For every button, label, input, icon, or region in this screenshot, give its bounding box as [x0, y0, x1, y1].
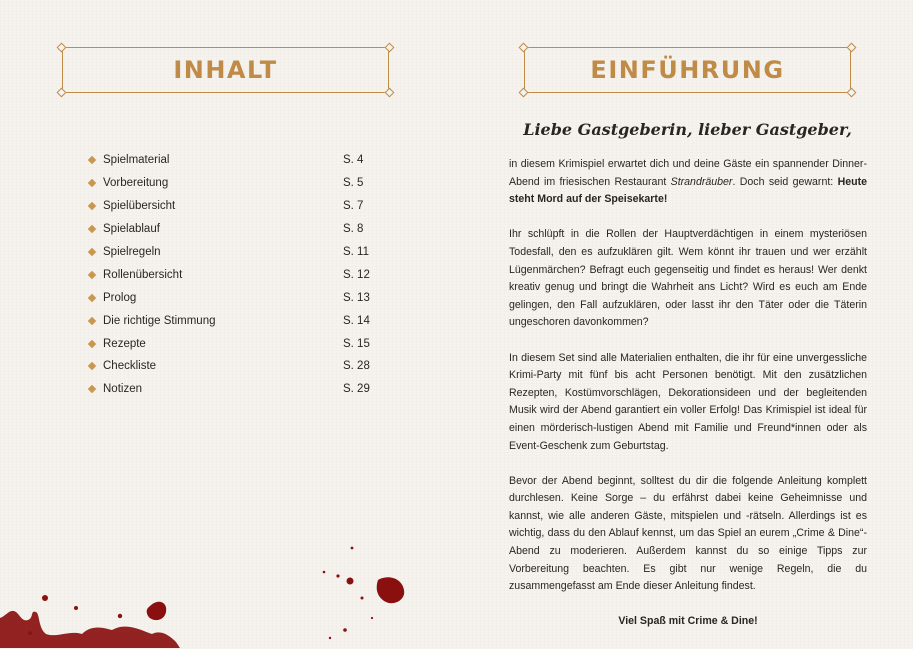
toc-item — [89, 378, 379, 401]
toc-item — [89, 263, 379, 286]
toc-item-page: S. 28 — [343, 360, 370, 373]
diamond-bullet-icon — [88, 202, 96, 210]
toc-item-page: S. 15 — [343, 337, 370, 350]
diamond-bullet-icon — [88, 179, 96, 187]
toc-item-page: S. 8 — [343, 223, 364, 236]
toc-item — [89, 309, 379, 332]
toc-item — [89, 218, 379, 241]
toc-item — [89, 332, 379, 355]
toc-item-label: Spielmaterial — [103, 154, 170, 167]
toc-item — [89, 195, 379, 218]
diamond-bullet-icon — [88, 294, 96, 302]
diamond-bullet-icon — [88, 339, 96, 347]
toc-item-label: Prolog — [103, 291, 137, 304]
diamond-bullet-icon — [88, 362, 96, 370]
restaurant-name: Strandräuber — [670, 175, 733, 188]
diamond-bullet-icon — [88, 156, 96, 164]
toc-item — [89, 241, 379, 264]
toc-item-label: Notizen — [103, 383, 142, 396]
diamond-bullet-icon — [88, 248, 96, 256]
einfuehrung-title-frame — [524, 47, 851, 93]
toc-item — [89, 149, 379, 172]
diamond-bullet-icon — [88, 316, 96, 324]
toc-item-page: S. 5 — [343, 177, 364, 190]
toc-item-page: S. 12 — [343, 268, 370, 281]
toc-item-page: S. 4 — [343, 154, 364, 167]
toc-item-page: S. 14 — [343, 314, 370, 327]
toc-item — [89, 286, 379, 309]
toc-item-label: Rezepte — [103, 337, 146, 350]
paragraph-2: Ihr schlüpft in die Rollen der Hauptverdächtigen in einem mysteriösen Todesfall, den es aufzuklären gilt. Wem könnt ihr trauen und wer erzählt Lügenmärchen? Befragt euch gegenseitig und findet es heraus! Wer denkt kreativ genug und bringt die Wahrheit ans Licht? Wird es euch am Ende gelingen, den Fall aufzuklären, oder lasst ihr den Täter oder die Täterin ungeschoren davonkommen? — [509, 228, 867, 329]
toc-item-page: S. 29 — [343, 383, 370, 396]
paragraph-1 — [509, 156, 867, 209]
paragraph-3: In diesem Set sind alle Materialien enthalten, die ihr für eine unvergessliche Krimi-Party mit fünf bis acht Personen benötigt. Mit den zusätzlichen Rezepten, Kostümvorschlägen, Dekorationsideen und der begleitenden Musik wird der Abend garantiert ein voller Erfolg! Das Krimispiel ist ideal für einen mörderisch-lustigen Abend mit Familie und Freund*innen oder als Event-Geschenk zum Geburtstag. — [509, 351, 867, 452]
introduction-text — [509, 156, 867, 649]
diamond-bullet-icon — [88, 271, 96, 279]
toc-item-label: Spielregeln — [103, 246, 161, 258]
inhalt-title: INHALT — [173, 56, 278, 84]
toc-item-label: Spielablauf — [103, 223, 160, 236]
toc-item-label: Rollenübersicht — [103, 268, 183, 281]
paragraph-1-part-b: . Doch seid gewarnt: — [732, 175, 838, 188]
paragraph-1-warning: Heute steht Mord auf der Speisekarte! — [509, 175, 867, 206]
toc-item-label: Spielübersicht — [103, 200, 176, 213]
toc-item — [89, 172, 379, 195]
paragraph-4: Bevor der Abend beginnt, solltest du dir die folgende Anleitung komplett durchlesen. Keine Sorge – du erfährst dabei keine Geheimnisse und kannst, wie alle anderen Gäste, mitspielen und -rätseln. Allerdings ist es wichtig, dass du den Ablauf kennst, um das Spiel an eurem „Crime & Dine“-Abend zu moderieren. Außerdem kannst du so einige Tipps zur Vorbereitung beachten. Es gibt nur wenige Regeln, die du zusammengefasst am Ende dieser Anleitung findest. — [509, 474, 867, 593]
toc-item — [89, 355, 379, 378]
diamond-bullet-icon — [88, 225, 96, 233]
toc-item-label: Checkliste — [103, 360, 157, 373]
inhalt-title-frame — [62, 47, 389, 93]
diamond-bullet-icon — [88, 385, 96, 393]
blood-splatter-illustration — [0, 538, 420, 648]
table-of-contents — [89, 149, 379, 401]
toc-item-label: Vorbereitung — [103, 177, 169, 190]
greeting: Liebe Gastgeberin, lieber Gastgeber, — [523, 120, 852, 139]
toc-item-page: S. 13 — [343, 291, 370, 304]
einfuehrung-title: EINFÜHRUNG — [590, 56, 785, 84]
toc-item-page: S. 7 — [343, 200, 364, 213]
closing-line: Viel Spaß mit Crime & Dine! — [618, 615, 758, 628]
toc-item-label: Die richtige Stimmung — [103, 314, 216, 327]
toc-item-page: S. 11 — [343, 246, 369, 258]
paragraph-1-part-a: in diesem Krimispiel erwartet dich und deine Gäste ein spannender Dinner-Abend im friesischen Restaurant — [509, 158, 867, 188]
